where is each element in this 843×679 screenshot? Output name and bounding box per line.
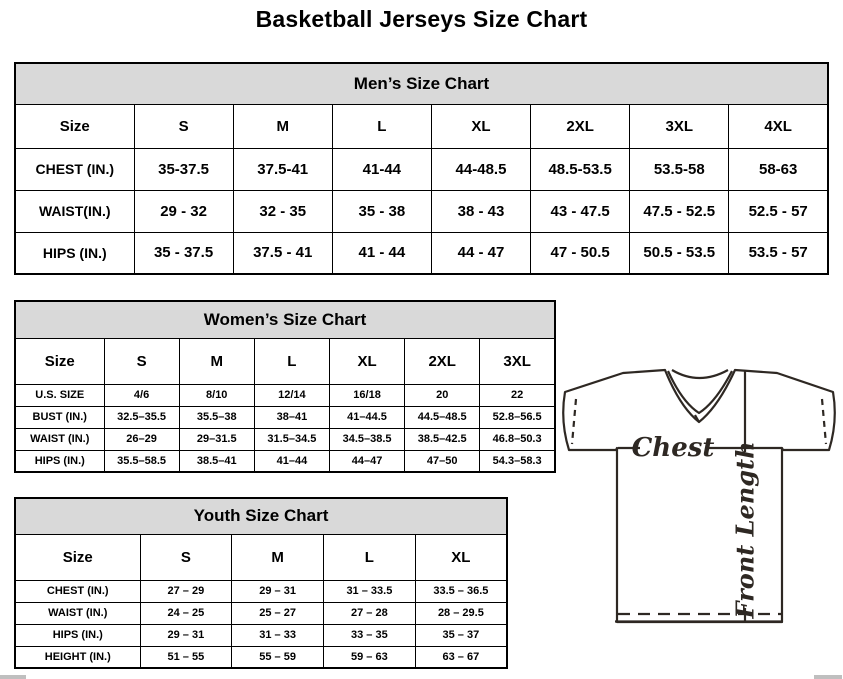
mens-size-table <box>14 62 829 275</box>
size-value-cell: 8/10 <box>179 384 254 406</box>
page-title: Basketball Jerseys Size Chart <box>255 6 588 32</box>
size-value-cell: 29 – 31 <box>140 624 232 646</box>
scrollbar-fragment-right[interactable] <box>814 675 842 679</box>
table-row <box>15 384 555 406</box>
jersey-outline <box>563 370 835 622</box>
size-value-cell: 44-48.5 <box>431 148 530 190</box>
size-value-cell: 26–29 <box>104 428 179 450</box>
size-value-cell: 48.5-53.5 <box>531 148 630 190</box>
size-value-cell: 35.5–58.5 <box>104 450 179 472</box>
size-value-cell: 53.5-58 <box>630 148 729 190</box>
womens-col-header: S <box>104 338 179 384</box>
table-row <box>15 406 555 428</box>
size-value-cell: 33 – 35 <box>324 624 416 646</box>
table-row <box>15 190 828 232</box>
womens-col-header: Size <box>15 338 104 384</box>
size-value-cell: 47.5 - 52.5 <box>630 190 729 232</box>
womens-col-header: L <box>254 338 329 384</box>
size-value-cell: 35.5–38 <box>179 406 254 428</box>
row-label: BUST (IN.) <box>15 406 104 428</box>
size-value-cell: 35 - 38 <box>332 190 431 232</box>
youth-col-header: Size <box>15 534 140 580</box>
table-row <box>15 602 507 624</box>
womens-col-header: 3XL <box>480 338 555 384</box>
size-value-cell: 47–50 <box>405 450 480 472</box>
size-value-cell: 55 – 59 <box>232 646 324 668</box>
size-value-cell: 54.3–58.3 <box>480 450 555 472</box>
size-value-cell: 47 - 50.5 <box>531 232 630 274</box>
womens-col-header: M <box>179 338 254 384</box>
size-value-cell: 38 - 43 <box>431 190 530 232</box>
size-value-cell: 50.5 - 53.5 <box>630 232 729 274</box>
mens-col-header: M <box>233 104 332 148</box>
row-label: U.S. SIZE <box>15 384 104 406</box>
row-label: WAIST (IN.) <box>15 428 104 450</box>
size-value-cell: 53.5 - 57 <box>729 232 828 274</box>
womens-col-header: 2XL <box>405 338 480 384</box>
chest-label: Chest <box>631 433 715 463</box>
youth-col-header: XL <box>415 534 507 580</box>
size-value-cell: 35-37.5 <box>134 148 233 190</box>
size-value-cell: 38.5–41 <box>179 450 254 472</box>
womens-col-header: XL <box>329 338 404 384</box>
mens-col-header: L <box>332 104 431 148</box>
size-value-cell: 27 – 29 <box>140 580 232 602</box>
size-value-cell: 33.5 – 36.5 <box>415 580 507 602</box>
size-value-cell: 34.5–38.5 <box>329 428 404 450</box>
size-value-cell: 29 – 31 <box>232 580 324 602</box>
youth-col-header: L <box>324 534 416 580</box>
size-value-cell: 20 <box>405 384 480 406</box>
table-row <box>15 580 507 602</box>
size-value-cell: 51 – 55 <box>140 646 232 668</box>
size-value-cell: 24 – 25 <box>140 602 232 624</box>
jersey-measurement-diagram <box>555 360 843 630</box>
size-value-cell: 41 - 44 <box>332 232 431 274</box>
youth-size-table <box>14 497 508 669</box>
womens-size-table <box>14 300 556 473</box>
row-label: HIPS (IN.) <box>15 232 134 274</box>
size-value-cell: 16/18 <box>329 384 404 406</box>
mens-col-header: Size <box>15 104 134 148</box>
row-label: HEIGHT (IN.) <box>15 646 140 668</box>
table-row <box>15 450 555 472</box>
size-value-cell: 46.8–50.3 <box>480 428 555 450</box>
size-value-cell: 52.5 - 57 <box>729 190 828 232</box>
size-value-cell: 32.5–35.5 <box>104 406 179 428</box>
size-value-cell: 29–31.5 <box>179 428 254 450</box>
size-value-cell: 25 – 27 <box>232 602 324 624</box>
row-label: WAIST (IN.) <box>15 602 140 624</box>
table-row <box>15 232 828 274</box>
mens-col-header: 2XL <box>531 104 630 148</box>
size-value-cell: 35 – 37 <box>415 624 507 646</box>
size-value-cell: 4/6 <box>104 384 179 406</box>
row-label: HIPS (IN.) <box>15 624 140 646</box>
mens-col-header: XL <box>431 104 530 148</box>
scrollbar-fragment-left[interactable] <box>0 675 26 679</box>
youth-col-header: S <box>140 534 232 580</box>
size-value-cell: 58-63 <box>729 148 828 190</box>
table-row <box>15 624 507 646</box>
womens-table-title: Women’s Size Chart <box>15 301 555 338</box>
size-value-cell: 38–41 <box>254 406 329 428</box>
row-label: CHEST (IN.) <box>15 580 140 602</box>
size-value-cell: 31 – 33 <box>232 624 324 646</box>
size-value-cell: 31 – 33.5 <box>324 580 416 602</box>
table-row <box>15 428 555 450</box>
size-value-cell: 59 – 63 <box>324 646 416 668</box>
size-value-cell: 37.5 - 41 <box>233 232 332 274</box>
size-value-cell: 27 – 28 <box>324 602 416 624</box>
size-value-cell: 38.5–42.5 <box>405 428 480 450</box>
youth-table-title: Youth Size Chart <box>15 498 507 534</box>
size-value-cell: 22 <box>480 384 555 406</box>
size-value-cell: 32 - 35 <box>233 190 332 232</box>
mens-table-title: Men’s Size Chart <box>15 63 828 104</box>
size-value-cell: 29 - 32 <box>134 190 233 232</box>
size-value-cell: 52.8–56.5 <box>480 406 555 428</box>
table-row <box>15 148 828 190</box>
mens-col-header: 4XL <box>729 104 828 148</box>
size-value-cell: 44–47 <box>329 450 404 472</box>
size-value-cell: 35 - 37.5 <box>134 232 233 274</box>
size-value-cell: 41–44 <box>254 450 329 472</box>
size-value-cell: 41–44.5 <box>329 406 404 428</box>
collar-back-curve <box>672 370 728 378</box>
row-label: CHEST (IN.) <box>15 148 134 190</box>
size-value-cell: 44 - 47 <box>431 232 530 274</box>
size-value-cell: 41-44 <box>332 148 431 190</box>
size-value-cell: 63 – 67 <box>415 646 507 668</box>
mens-col-header: 3XL <box>630 104 729 148</box>
size-value-cell: 37.5-41 <box>233 148 332 190</box>
table-row <box>15 646 507 668</box>
youth-col-header: M <box>232 534 324 580</box>
row-label: WAIST(IN.) <box>15 190 134 232</box>
size-value-cell: 31.5–34.5 <box>254 428 329 450</box>
front-length-label: Front Length <box>730 441 760 619</box>
size-value-cell: 44.5–48.5 <box>405 406 480 428</box>
size-value-cell: 28 – 29.5 <box>415 602 507 624</box>
row-label: HIPS (IN.) <box>15 450 104 472</box>
size-value-cell: 12/14 <box>254 384 329 406</box>
mens-col-header: S <box>134 104 233 148</box>
size-value-cell: 43 - 47.5 <box>531 190 630 232</box>
